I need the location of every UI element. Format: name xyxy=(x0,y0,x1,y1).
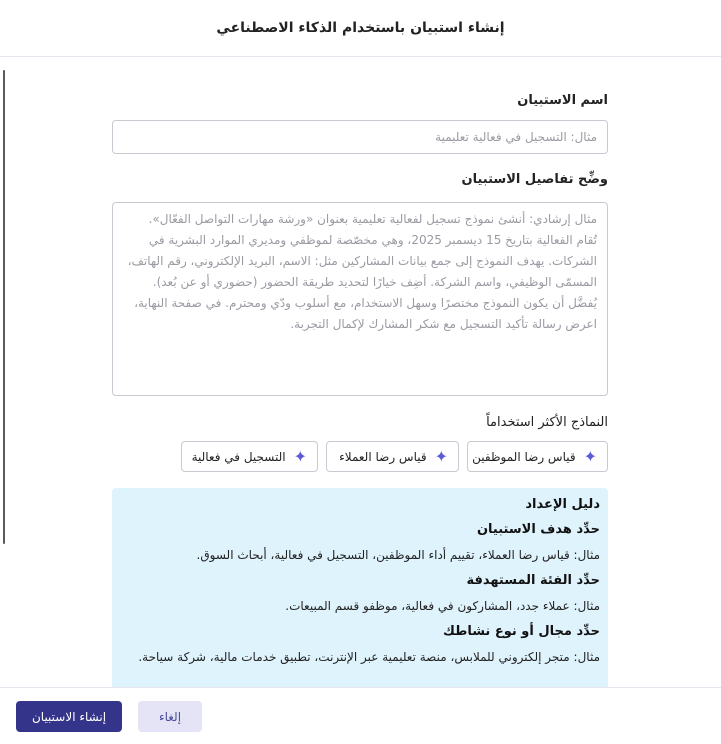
template-label: قياس رضا الموظفين xyxy=(472,449,576,464)
template-event-registration[interactable] xyxy=(181,441,318,472)
survey-details-label: وضِّح تفاصيل الاستبيان xyxy=(461,172,608,187)
template-label: قياس رضا العملاء xyxy=(339,449,427,464)
guide-title: دليل الإعداد xyxy=(525,497,600,512)
modal-title: إنشاء استبيان باستخدام الذكاء الاصطناعي xyxy=(216,20,505,36)
guide-section-example: مثال: قياس رضا العملاء، تقييم أداء الموظفين، التسجيل في فعالية، أبحاث السوق. xyxy=(196,548,600,562)
modal-footer xyxy=(0,687,721,744)
setup-guide xyxy=(112,488,608,687)
template-label: التسجيل في فعالية xyxy=(191,449,286,464)
guide-section-title: حدِّد مجال أو نوع نشاطك xyxy=(442,624,600,639)
modal-body xyxy=(0,57,721,687)
template-list xyxy=(181,441,608,472)
survey-name-label: اسم الاستبيان xyxy=(517,93,608,108)
guide-section-title: حدِّد الفئة المستهدفة xyxy=(466,573,600,588)
template-employee-satisfaction[interactable] xyxy=(467,441,608,472)
sparkle-icon: ✦ xyxy=(434,446,448,466)
survey-details-textarea[interactable] xyxy=(112,202,608,396)
guide-section-title: حدِّد هدف الاستبيان xyxy=(476,522,600,537)
cancel-button[interactable]: إلغاء xyxy=(138,701,202,732)
guide-section-example: مثال: عملاء جدد، المشاركون في فعالية، موظفو قسم المبيعات. xyxy=(285,599,600,613)
popular-models-label: النماذج الأكثر استخداماً xyxy=(486,415,608,430)
create-survey-button[interactable]: إنشاء الاستبيان xyxy=(16,701,122,732)
template-customer-satisfaction[interactable] xyxy=(326,441,459,472)
modal-header xyxy=(0,0,721,57)
guide-section-example: مثال: متجر إلكتروني للملابس، منصة تعليمية عبر الإنترنت، تطبيق خدمات مالية، شركة سياحة. xyxy=(138,650,600,664)
sparkle-icon: ✦ xyxy=(293,446,307,466)
sparkle-icon: ✦ xyxy=(583,446,597,466)
survey-name-input[interactable] xyxy=(112,120,608,154)
